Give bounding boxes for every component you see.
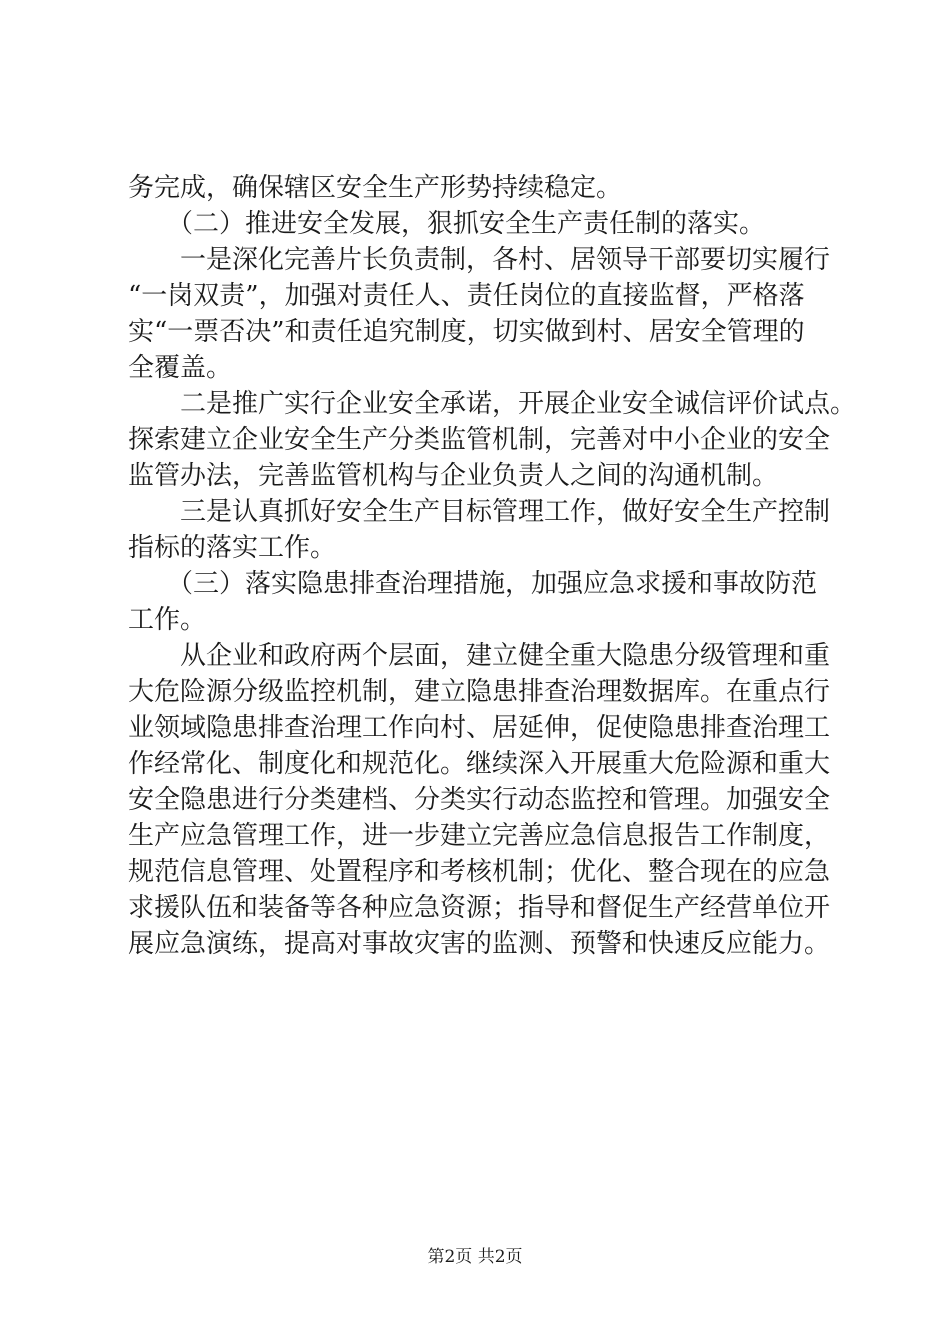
- text-line: 业领域隐患排查治理工作向村、居延伸，促使隐患排查治理工: [128, 713, 831, 743]
- text-line: 规范信息管理、处置程序和考核机制；优化、整合现在的应急: [128, 857, 831, 887]
- text-line: 作经常化、制度化和规范化。继续深入开展重大危险源和重大: [128, 749, 831, 779]
- text-line: 探索建立企业安全生产分类监管机制，完善对中小企业的安全: [128, 425, 831, 455]
- section-heading: （三）落实隐患排查治理措施，加强应急求援和事故防范: [128, 569, 818, 599]
- text-line: 展应急演练，提高对事故灾害的监测、预警和快速反应能力。: [128, 929, 831, 959]
- text-line: 监管办法，完善监管机构与企业负责人之间的沟通机制。: [128, 461, 779, 491]
- text-line: 二是推广实行企业安全承诺，开展企业安全诚信评价试点。: [128, 389, 857, 419]
- text-line: 实“一票否决”和责任追究制度，切实做到村、居安全管理的: [128, 317, 805, 347]
- body-text: [128, 170, 857, 962]
- text-line: 一是深化完善片长负责制，各村、居领导干部要切实履行: [128, 245, 831, 275]
- text-line: 指标的落实工作。: [128, 533, 337, 563]
- text-line: 三是认真抓好安全生产目标管理工作，做好安全生产控制: [128, 497, 831, 527]
- text-line: 务完成，确保辖区安全生产形势持续稳定。: [128, 173, 623, 203]
- text-line: 工作。: [128, 605, 207, 635]
- text-line: 从企业和政府两个层面，建立健全重大隐患分级管理和重: [128, 641, 831, 671]
- text-line: “一岗双责”，加强对责任人、责任岗位的直接监督，严格落: [128, 281, 805, 311]
- text-line: 全覆盖。: [128, 353, 233, 383]
- text-line: 安全隐患进行分类建档、分类实行动态监控和管理。加强安全: [128, 785, 831, 815]
- text-line: 大危险源分级监控机制，建立隐患排查治理数据库。在重点行: [128, 677, 831, 707]
- text-line: 生产应急管理工作，进一步建立完善应急信息报告工作制度，: [128, 821, 831, 851]
- page-number-footer: 第2页 共2页: [427, 1247, 523, 1267]
- section-heading: （二）推进安全发展，狠抓安全生产责任制的落实。: [128, 209, 766, 239]
- text-line: 求援队伍和装备等各种应急资源；指导和督促生产经营单位开: [128, 893, 831, 923]
